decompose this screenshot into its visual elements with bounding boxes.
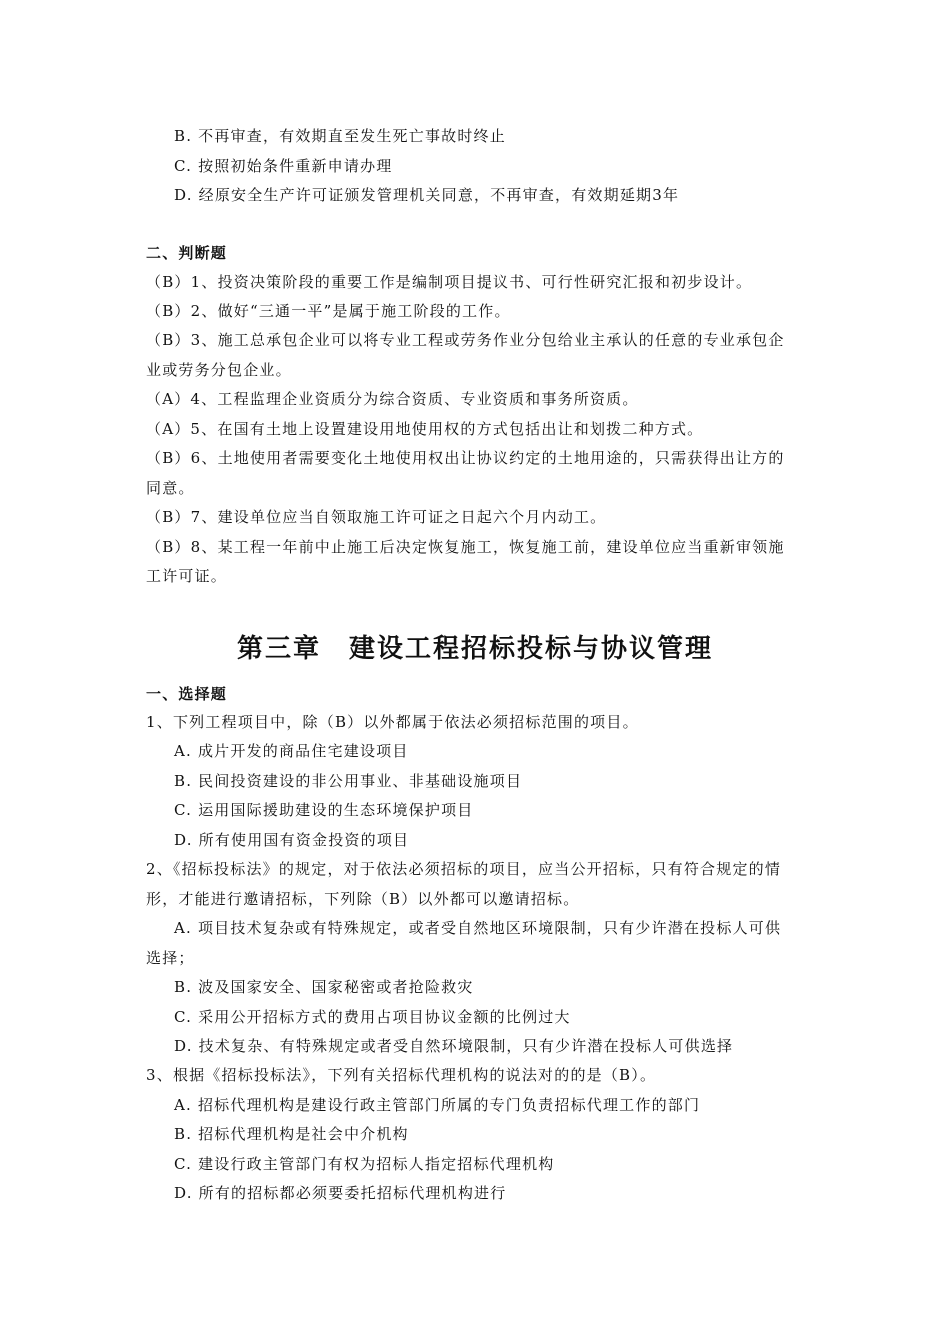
option-line: D. 所有的招标都必须要委托招标代理机构进行 xyxy=(174,1184,507,1202)
option-line: B. 民间投资建设的非公用事业、非基础设施项目 xyxy=(174,772,523,790)
section-heading-judgement: 二、判断题 xyxy=(146,244,228,262)
question-line: 形，才能进行邀请招标，下列除（B）以外都可以邀请招标。 xyxy=(146,890,580,908)
option-line: A. 成片开发的商品住宅建设项目 xyxy=(174,742,409,760)
option-line: D. 所有使用国有资金投资的项目 xyxy=(174,831,410,849)
option-line: C. 按照初始条件重新申请办理 xyxy=(174,157,393,175)
question-line: 2、《招标投标法》的规定，对于依法必须招标的项目，应当公开招标，只有符合规定的情 xyxy=(146,860,782,878)
judgement-line: （A）5、在国有土地上设置建设用地使用权的方式包括出让和划拨二种方式。 xyxy=(146,420,704,438)
judgement-line: （B）3、施工总承包企业可以将专业工程或劳务作业分包给业主承认的任意的专业承包企 xyxy=(146,331,785,349)
question-line: 1、下列工程项目中，除（B）以外都属于依法必须招标范围的项目。 xyxy=(146,713,639,731)
option-line: B. 波及国家安全、国家秘密或者抢险救灾 xyxy=(174,978,474,996)
question-line: 3、根据《招标投标法》，下列有关招标代理机构的说法对的的是（B）。 xyxy=(146,1066,657,1084)
option-line: B. 招标代理机构是社会中介机构 xyxy=(174,1125,409,1143)
judgement-line: （B）8、某工程一年前中止施工后决定恢复施工，恢复施工前，建设单位应当重新审领施 xyxy=(146,538,785,556)
option-line: B. 不再审查，有效期直至发生死亡事故时终止 xyxy=(174,127,506,145)
judgement-line: 业或劳务分包企业。 xyxy=(146,361,292,379)
judgement-line: 工许可证。 xyxy=(146,567,228,585)
option-line: 选择； xyxy=(146,949,195,967)
option-line: D. 技术复杂、有特殊规定或者受自然环境限制，只有少许潜在投标人可供选择 xyxy=(174,1037,734,1055)
option-line: C. 采用公开招标方式的费用占项目协议金额的比例过大 xyxy=(174,1008,571,1026)
option-line: A. 招标代理机构是建设行政主管部门所属的专门负责招标代理工作的部门 xyxy=(174,1096,701,1114)
option-line: C. 建设行政主管部门有权为招标人指定招标代理机构 xyxy=(174,1155,555,1173)
option-line: C. 运用国际援助建设的生态环境保护项目 xyxy=(174,801,474,819)
judgement-line: 同意。 xyxy=(146,479,195,497)
option-line: D. 经原安全生产许可证颁发管理机关同意，不再审查，有效期延期3年 xyxy=(174,186,680,204)
option-line: A. 项目技术复杂或有特殊规定，或者受自然地区环境限制，只有少许潜在投标人可供 xyxy=(174,919,782,937)
judgement-line: （B）2、做好“三通一平”是属于施工阶段的工作。 xyxy=(146,302,511,320)
judgement-line: （A）4、工程监理企业资质分为综合资质、专业资质和事务所资质。 xyxy=(146,390,639,408)
chapter-title: 第三章 建设工程招标投标与协议管理 xyxy=(236,634,713,664)
judgement-line: （B）6、土地使用者需要变化土地使用权出让协议约定的土地用途的，只需获得出让方的 xyxy=(146,449,785,467)
judgement-line: （B）7、建设单位应当自领取施工许可证之日起六个月内动工。 xyxy=(146,508,607,526)
section-heading-choice: 一、选择题 xyxy=(146,685,228,703)
judgement-line: （B）1、投资决策阶段的重要工作是编制项目提议书、可行性研究汇报和初步设计。 xyxy=(146,273,753,291)
